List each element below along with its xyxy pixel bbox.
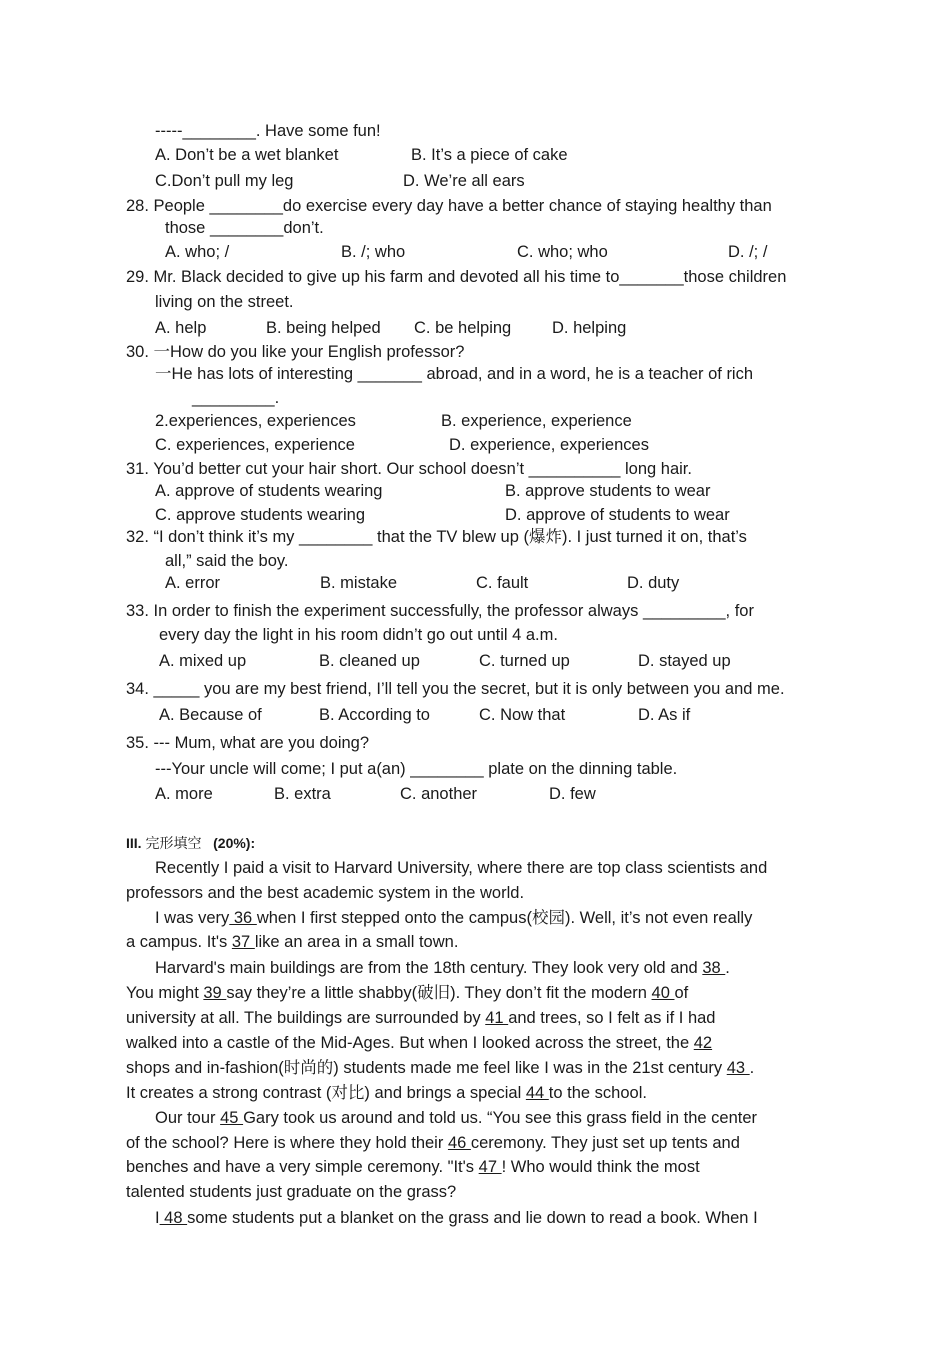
- blank-36: 36: [229, 909, 257, 927]
- q30-option-c: C. experiences, experience: [155, 436, 355, 454]
- passage-line: talented students just graduate on the grass?: [126, 1183, 457, 1201]
- blank-48: 48: [159, 1209, 188, 1227]
- q35-option-c: C. another: [400, 785, 478, 803]
- q32-stem: 32. “I don’t think it’s my ________ that the TV blew up (爆炸). I just turned it on, that’s: [126, 528, 747, 546]
- q31-option-d: D. approve of students to wear: [505, 506, 730, 524]
- passage-line: Recently I paid a visit to Harvard University, where there are top class scientists and: [155, 859, 768, 877]
- q28-stem: 28. People ________do exercise every day have a better chance of staying healthy than: [126, 197, 772, 215]
- blank-40: 40: [651, 984, 675, 1002]
- q30-option-b: B. experience, experience: [441, 412, 632, 430]
- passage-line: benches and have a very simple ceremony. "It's 47 ! Who would think the most: [126, 1158, 700, 1176]
- q34-stem: 34. _____ you are my best friend, I’ll tell you the secret, but it is only between you and me.: [126, 680, 785, 698]
- q33-option-d: D. stayed up: [638, 652, 731, 670]
- q28-option-b: B. /; who: [341, 243, 406, 261]
- q33-stem: 33. In order to finish the experiment successfully, the professor always _________, for: [126, 602, 754, 620]
- q29-option-a: A. help: [155, 319, 207, 337]
- passage-line: walked into a castle of the Mid-Ages. But when I looked across the street, the 42: [126, 1034, 713, 1052]
- q33-option-a: A. mixed up: [159, 652, 247, 670]
- passage-line: professors and the best academic system in the world.: [126, 884, 525, 902]
- q29-stem: 29. Mr. Black decided to give up his farm and devoted all his time to_______those children: [126, 268, 787, 286]
- q32-option-d: D. duty: [627, 574, 680, 592]
- blank-43: 43: [726, 1059, 750, 1077]
- q29-option-c: C. be helping: [414, 319, 512, 337]
- q29-option-d: D. helping: [552, 319, 627, 337]
- q28-option-c: C. who; who: [517, 243, 608, 261]
- q33-stem-cont: every day the light in his room didn’t go out until 4 a.m.: [159, 626, 558, 644]
- q31-option-c: C. approve students wearing: [155, 506, 366, 524]
- section-heading: [126, 833, 255, 853]
- section-title: 完形填空: [145, 835, 202, 851]
- q35-stem: 35. --- Mum, what are you doing?: [126, 734, 370, 752]
- passage-line: You might 39 say they’re a little shabby(破旧). They don’t fit the modern 40 of: [126, 984, 689, 1002]
- passage-line: I was very 36 when I first stepped onto the campus(校园). Well, it’s not even really: [155, 909, 753, 927]
- q31-option-a: A. approve of students wearing: [155, 482, 383, 500]
- q27-option-c: C.Don’t pull my leg: [155, 172, 294, 190]
- q31-option-b: B. approve students to wear: [505, 482, 711, 500]
- passage-line: Harvard's main buildings are from the 18th century. They look very old and 38 .: [155, 959, 730, 977]
- q30-stem-cont2: _________.: [192, 389, 280, 407]
- q27-option-a: A. Don’t be a wet blanket: [155, 146, 339, 164]
- q30-stem: 30. 一How do you like your English professor?: [126, 343, 465, 361]
- q29-option-b: B. being helped: [266, 319, 381, 337]
- q33-option-c: C. turned up: [479, 652, 570, 670]
- q32-stem-cont: all,” said the boy.: [165, 552, 289, 570]
- q27-option-d: D. We’re all ears: [403, 172, 525, 190]
- passage-line: university at all. The buildings are surrounded by 41 and trees, so I felt as if I had: [126, 1009, 716, 1027]
- q28-option-a: A. who; /: [165, 243, 230, 261]
- passage-line: of the school? Here is where they hold their 46 ceremony. They just set up tents and: [126, 1134, 740, 1152]
- passage-line: I 48 some students put a blanket on the grass and lie down to read a book. When I: [155, 1209, 758, 1227]
- q34-option-d: D. As if: [638, 706, 691, 724]
- q30-option-d: D. experience, experiences: [449, 436, 649, 454]
- q35-option-d: D. few: [549, 785, 596, 803]
- blank-47: 47: [478, 1158, 502, 1176]
- q34-option-c: C. Now that: [479, 706, 566, 724]
- blank-37: 37: [231, 933, 255, 951]
- q30-stem-cont: 一He has lots of interesting _______ abroad, and in a word, he is a teacher of rich: [155, 365, 754, 383]
- passage-line: Our tour 45 Gary took us around and told us. “You see this grass field in the center: [155, 1109, 758, 1127]
- blank-45: 45: [220, 1109, 244, 1127]
- passage-line: a campus. It's 37 like an area in a small town.: [126, 933, 459, 951]
- q27-prompt: -----________. Have some fun!: [155, 122, 381, 140]
- q35-stem-cont: ---Your uncle will come; I put a(an) ________ plate on the dinning table.: [155, 760, 678, 778]
- blank-42: 42: [693, 1034, 713, 1052]
- passage-line: shops and in-fashion(时尚的) students made me feel like I was in the 21st century 43 .: [126, 1059, 755, 1077]
- q35-option-b: B. extra: [274, 785, 331, 803]
- section-points: (20%):: [213, 835, 256, 851]
- blank-41: 41: [485, 1009, 509, 1027]
- blank-38: 38: [702, 959, 726, 977]
- q27-option-b: B. It’s a piece of cake: [411, 146, 568, 164]
- blank-44: 44: [525, 1084, 549, 1102]
- q34-option-a: A. Because of: [159, 706, 262, 724]
- q35-option-a: A. more: [155, 785, 213, 803]
- q32-option-c: C. fault: [476, 574, 529, 592]
- q34-option-b: B. According to: [319, 706, 430, 724]
- q31-stem: 31. You’d better cut your hair short. Our school doesn’t __________ long hair.: [126, 460, 692, 478]
- q30-option-a: 2.experiences, experiences: [155, 412, 356, 430]
- q33-option-b: B. cleaned up: [319, 652, 420, 670]
- q29-stem-cont: living on the street.: [155, 293, 294, 311]
- passage-line: It creates a strong contrast (对比) and brings a special 44 to the school.: [126, 1084, 647, 1102]
- q28-stem-cont: those ________don’t.: [165, 219, 324, 237]
- q32-option-a: A. error: [165, 574, 221, 592]
- section-roman: III.: [126, 835, 142, 851]
- blank-46: 46: [447, 1134, 471, 1152]
- q28-option-d: D. /; /: [728, 243, 768, 261]
- q32-option-b: B. mistake: [320, 574, 398, 592]
- blank-39: 39: [203, 984, 227, 1002]
